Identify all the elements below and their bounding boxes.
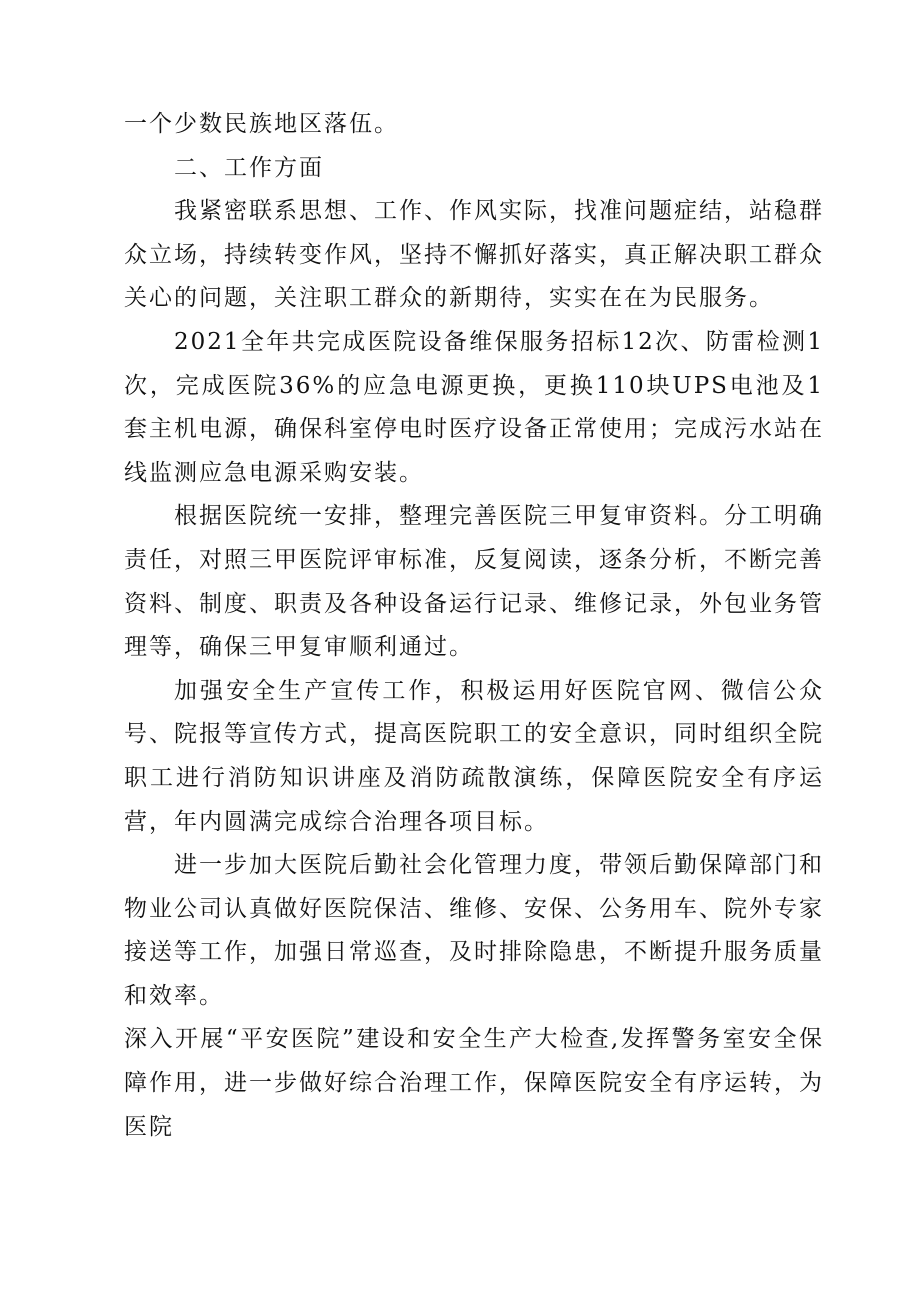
section-heading-work: 二、工作方面 [174,154,324,181]
paragraph-maintenance-2021: 2021全年共完成医院设备维保服务招标12次、防雷检测1次，完成医院36%的应急电源更换，更换110块UPS电池及1套主机电源，确保科室停电时医疗设备正常使用；完成污水站在线监测应急电源采购安装。 [124,328,824,486]
paragraph-review-materials: 根据医院统一安排，整理完善医院三甲复审资料。分工明确责任，对照三甲医院评审标准，反复阅读，逐条分析，不断完善资料、制度、职责及各种设备运行记录、维修记录，外包业务管理等，确保三甲复审顺利通过。 [124,503,824,661]
paragraph-logistics-management: 进一步加大医院后勤社会化管理力度，带领后勤保障部门和物业公司认真做好医院保洁、维修、安保、公务用车、院外专家接送等工作，加强日常巡查，及时排除隐患，不断提升服务质量和效率。 [124,852,824,1009]
paragraph-work-style: 我紧密联系思想、工作、作风实际，找准问题症结，站稳群众立场，持续转变作风，坚持不懈抓好落实，真正解决职工群众关心的问题，关注职工群众的新期待，实实在在为民服务。 [124,198,824,312]
paragraph-safe-hospital: 深入开展“平安医院”建设和安全生产大检查,发挥警务室安全保障作用，进一步做好综合治理工作，保障医院安全有序运转，为医院 [124,1026,824,1140]
paragraph-safety-publicity: 加强安全生产宣传工作，积极运用好医院官网、微信公众号、院报等宣传方式，提高医院职工的安全意识，同时组织全院职工进行消防知识讲座及消防疏散演练，保障医院安全有序运营，年内圆满完成综合治理各项目标。 [124,677,824,835]
document-body [124,103,824,1149]
paragraph-continuation: 一个少数民族地区落伍。 [124,111,399,137]
